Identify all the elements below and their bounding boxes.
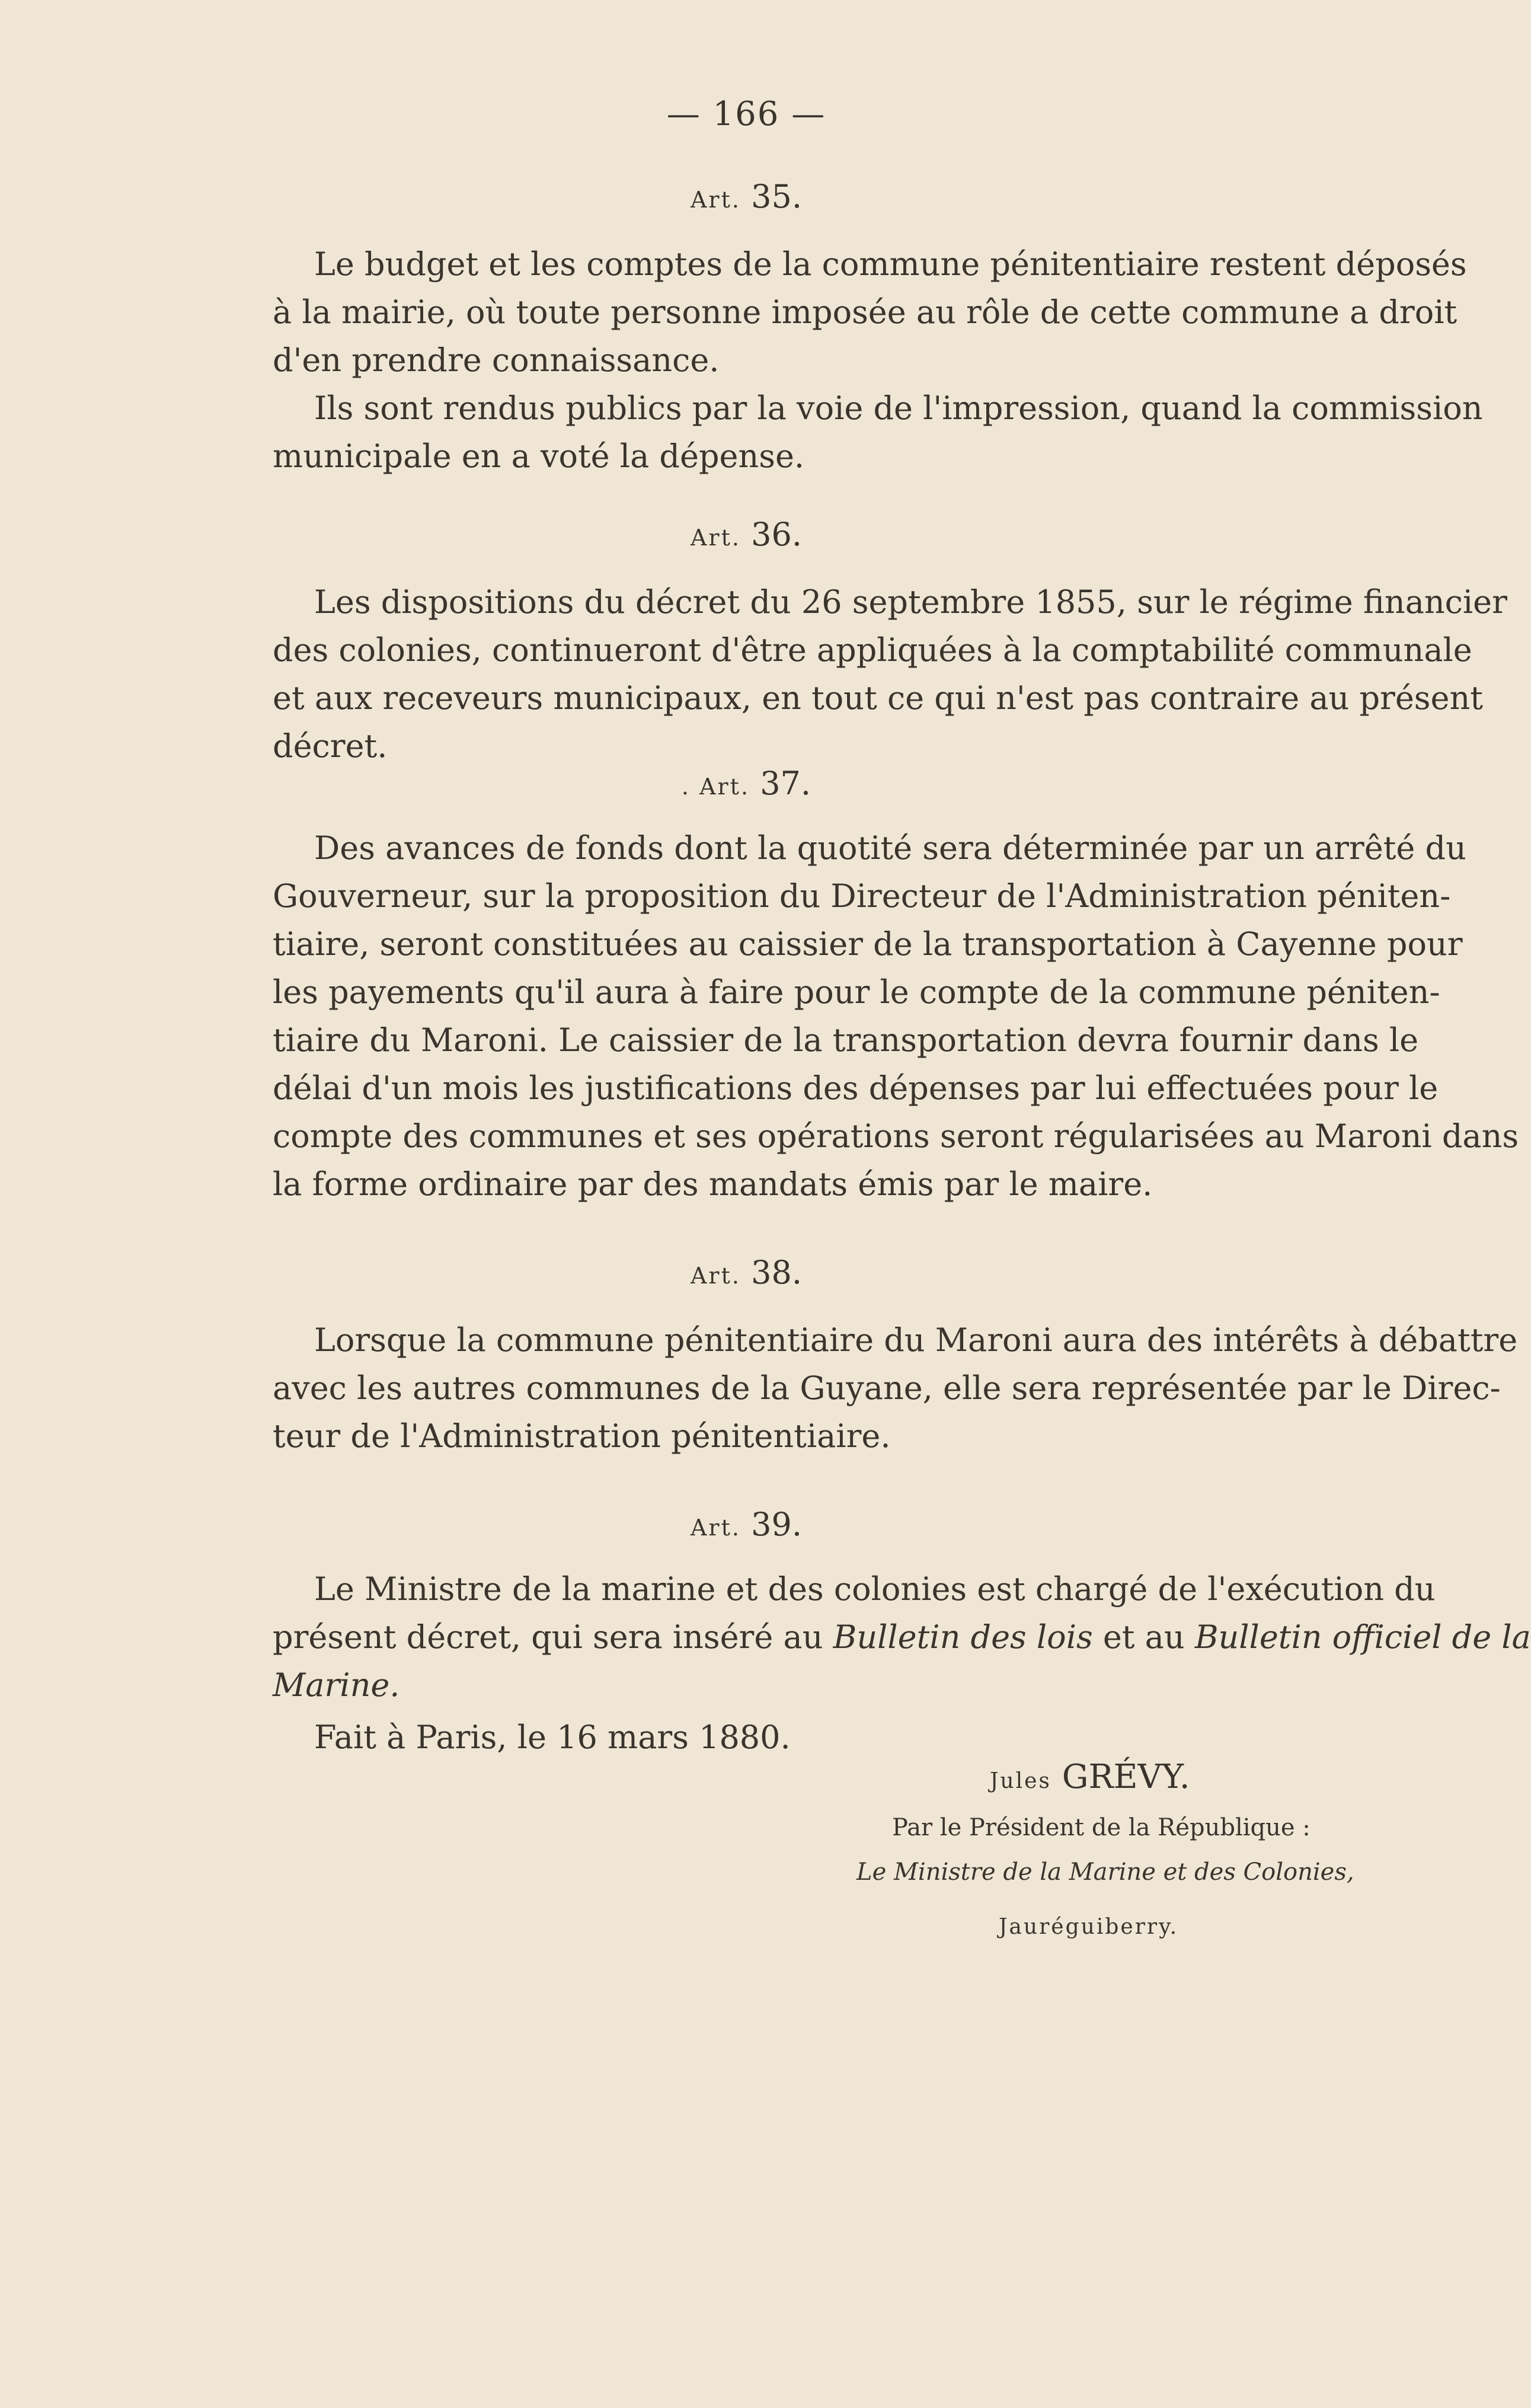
minister-title: Le Ministre de la Marine et des Colonies, [856,1858,1354,1886]
text-line: délai d'un mois les justifications des dépenses par lui effectuées pour le [273,1069,1439,1107]
article-number: 37. [760,765,811,802]
text-line: les payements qu'il aura à faire pour le compte de la commune péniten- [273,973,1440,1011]
article-38-heading [0,1254,1492,1291]
text-line: décret. [273,727,388,765]
text-line: municipale en a voté la dépense. [273,437,805,475]
article-number: 38. [751,1254,803,1291]
text-line: à la mairie, où toute personne imposée au rôle de cette commune a droit [273,293,1458,331]
text-line: Le budget et les comptes de la commune pénitentiaire restent déposés [314,245,1467,283]
article-38-text [273,1316,1518,1460]
president-signature: Jules GRÉVY. [990,1758,1190,1796]
text-line: Gouverneur, sur la proposition du Directeur de l'Administration péniten- [273,877,1451,915]
text-line: Des avances de fonds dont la quotité sera déterminée par un arrêté du [314,829,1466,867]
article-label: Art. [690,1515,741,1541]
article-number: 35. [751,178,803,215]
text-line: et aux receveurs municipaux, en tout ce qui n'est pas contraire au présent [273,679,1483,717]
article-number: 36. [751,516,803,553]
article-36-heading [0,516,1492,553]
page-number: — 166 — [666,95,826,133]
text-line: des colonies, continueront d'être appliquées à la comptabilité communale [273,631,1472,669]
text-line: tiaire du Maroni. Le caissier de la transportation devra fournir dans le [273,1021,1419,1059]
article-36-text [273,578,1507,770]
article-39-text [273,1565,1531,1709]
article-label: Art. [690,525,741,551]
countersign-line: Par le Président de la République : [892,1814,1311,1841]
text-line: d'en prendre connaissance. [273,341,720,379]
article-label: Art. [690,1263,741,1289]
bulletin-officiel: Bulletin officiel de la [1194,1618,1531,1656]
text-line: tiaire, seront constituées au caissier de la transportation à Cayenne pour [273,925,1463,963]
text-line: Ils sont rendus publics par la voie de l'impression, quand la commission [314,389,1483,427]
text-line: Le Ministre de la marine et des colonies est chargé de l'exécution du [314,1570,1436,1608]
text-line: Les dispositions du décret du 26 septembre 1855, sur le régime financier [314,583,1507,621]
bulletin-des-lois: Bulletin des lois [833,1618,1093,1656]
text-line: Lorsque la commune pénitentiaire du Maroni aura des intérêts à débattre [314,1321,1518,1359]
dateline: Fait à Paris, le 16 mars 1880. [314,1719,791,1756]
article-39-heading [0,1506,1492,1543]
text-line: présent décret, qui sera inséré au Bulletin des lois et au Bulletin officiel de la [273,1618,1531,1656]
article-35-heading [0,178,1492,215]
text-line: teur de l'Administration pénitentiaire. [273,1417,891,1455]
article-number: 39. [751,1506,803,1543]
article-35-text [273,240,1483,480]
text-line: compte des communes et ses opérations seront régularisées au Maroni dans [273,1117,1519,1155]
text-line: avec les autres communes de la Guyane, elle sera représentée par le Direc- [273,1369,1501,1407]
article-37-text [273,824,1519,1208]
minister-name: Jauréguiberry. [999,1915,1179,1939]
article-label: . Art. [681,774,750,800]
text-line: la forme ordinaire par des mandats émis par le maire. [273,1165,1153,1203]
text-line: Marine. [273,1666,400,1704]
article-37-heading [0,765,1492,802]
article-label: Art. [690,187,741,213]
